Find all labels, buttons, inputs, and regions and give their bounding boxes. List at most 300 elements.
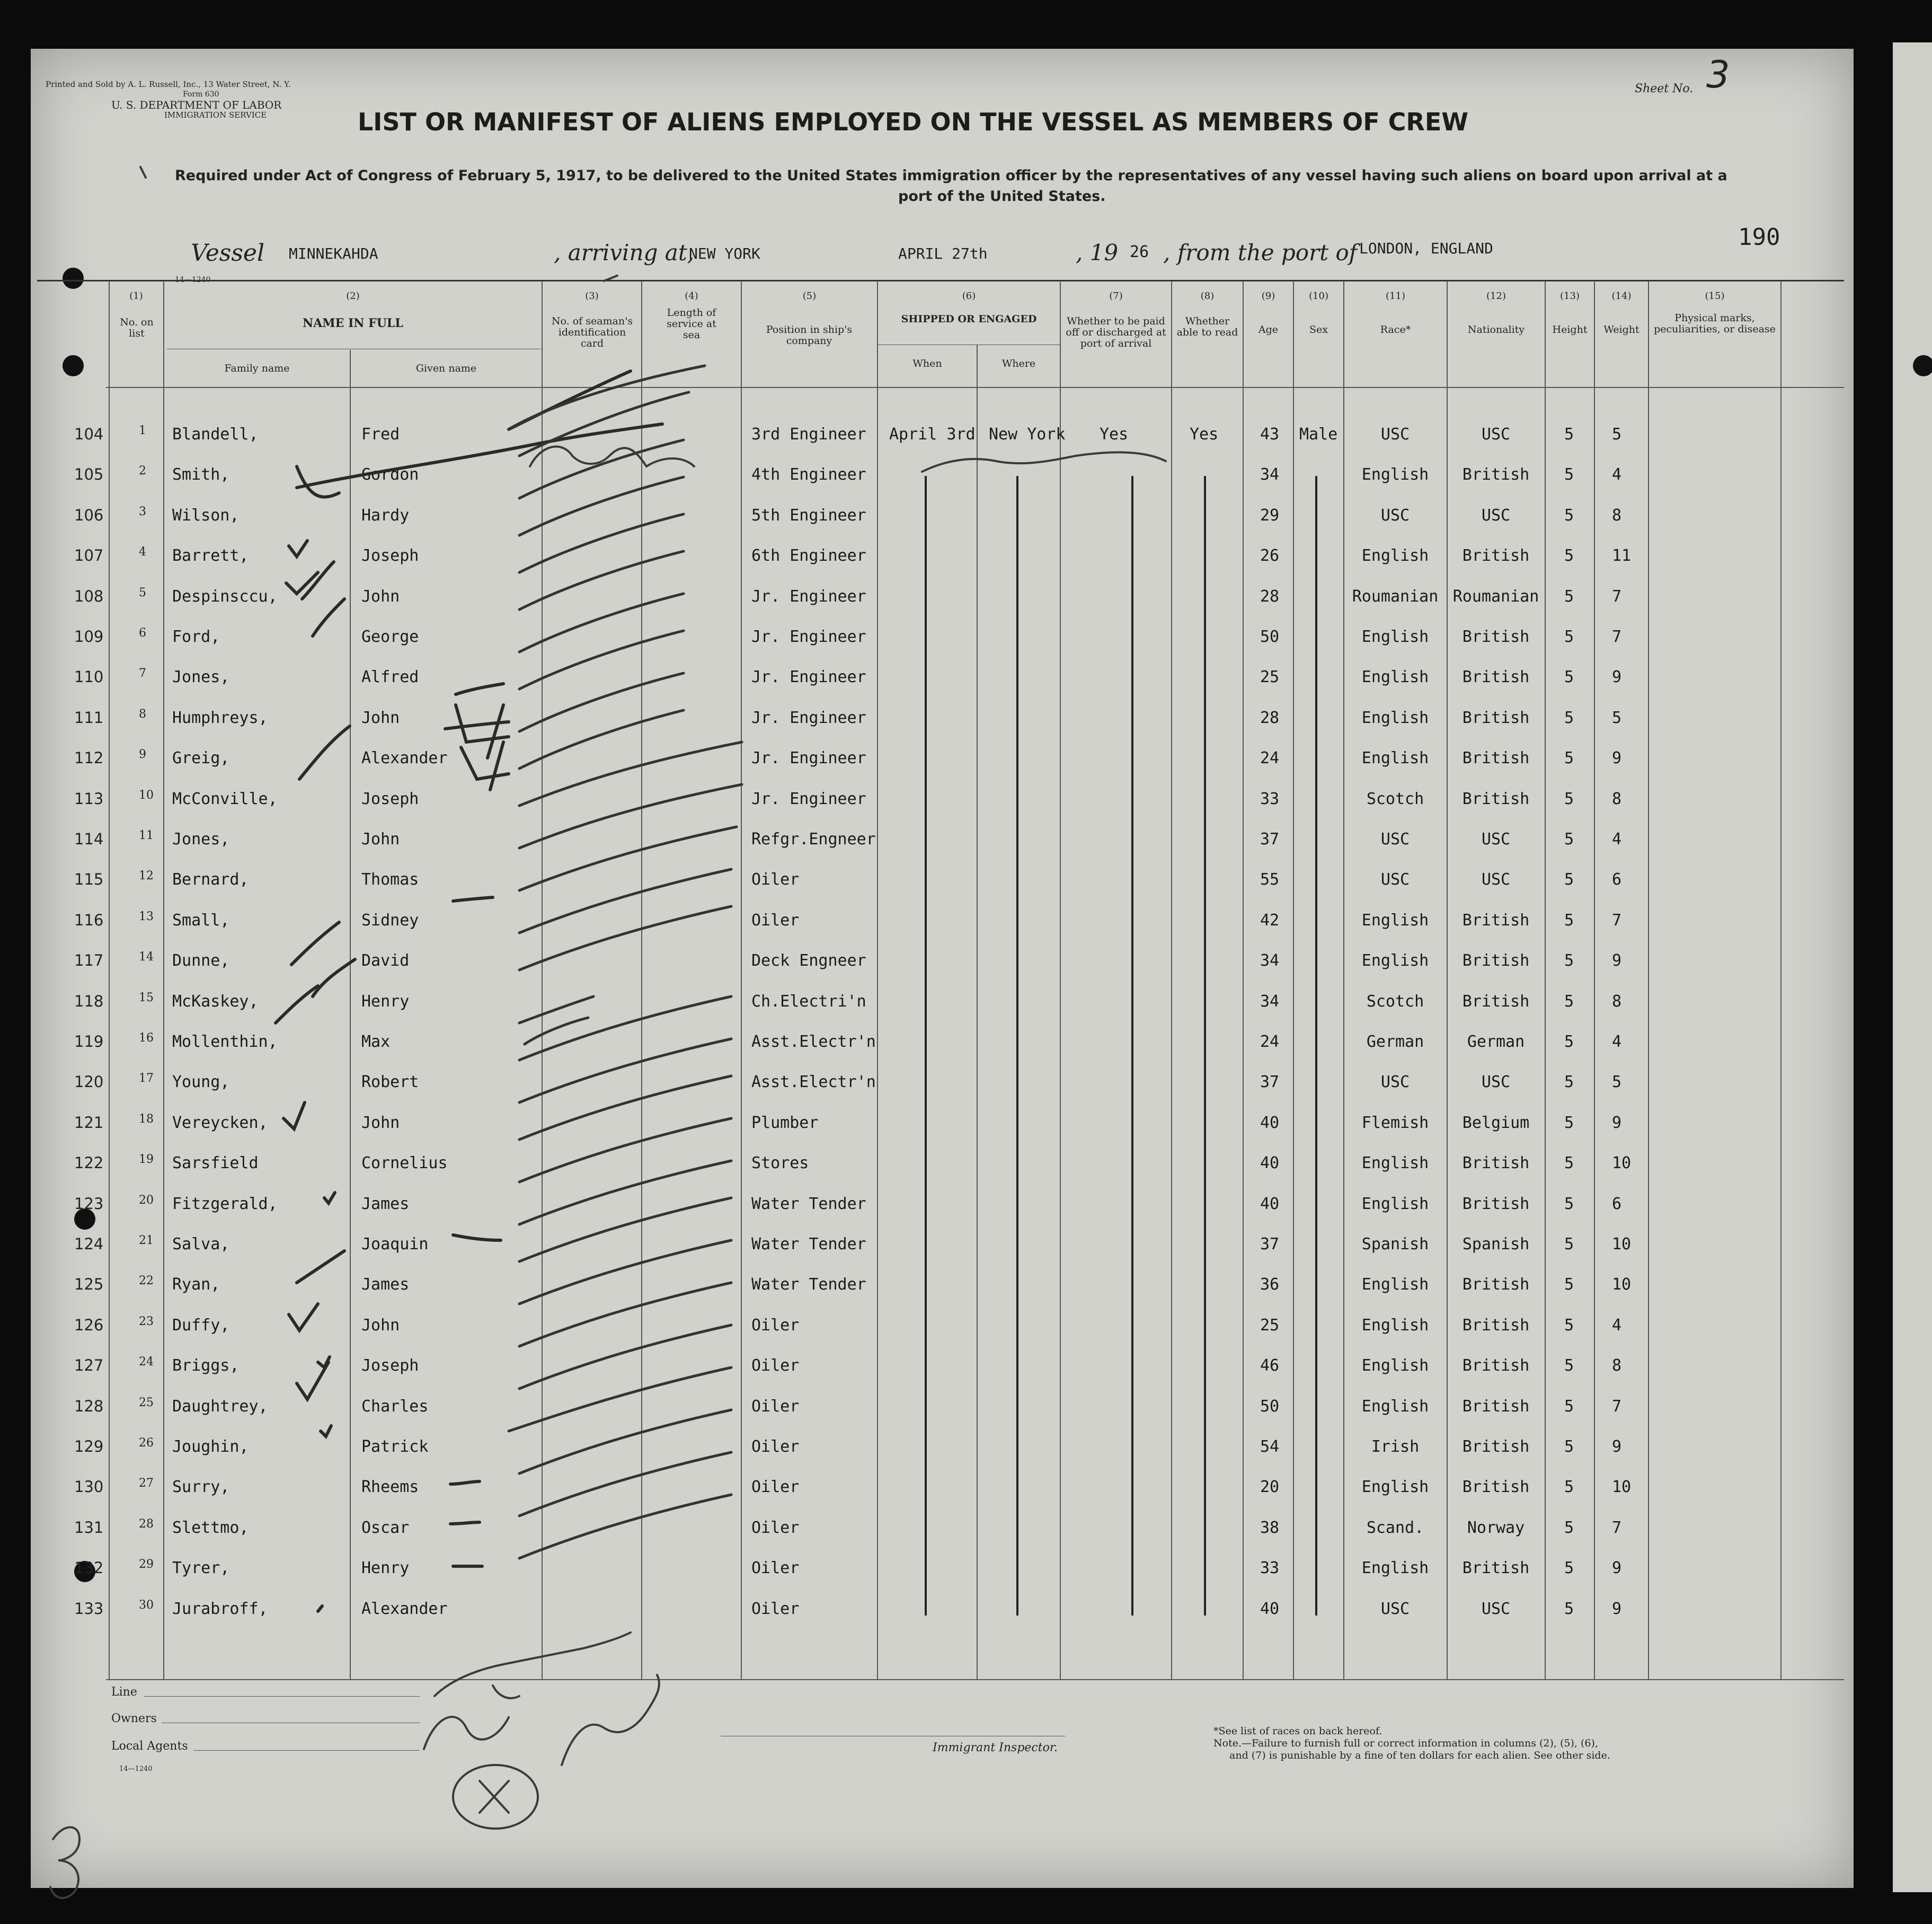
nationality-value: British <box>1462 1559 1530 1577</box>
weight-value: 9 <box>1612 1559 1622 1577</box>
nationality-value: USC <box>1481 830 1511 849</box>
nationality-value: British <box>1462 465 1530 484</box>
given-name: George <box>361 628 419 646</box>
nationality-value: British <box>1462 668 1530 686</box>
row-sequence-number: 133 <box>74 1600 104 1618</box>
race-value: Roumanian <box>1352 587 1439 606</box>
list-number: 30 <box>139 1599 154 1612</box>
weight-value: 9 <box>1612 951 1622 970</box>
list-number: 14 <box>139 950 154 964</box>
height-value: 5 <box>1564 1154 1574 1172</box>
nationality-value: British <box>1462 1275 1530 1294</box>
row-sequence-number: 111 <box>74 709 104 727</box>
race-value: English <box>1361 628 1429 646</box>
position-in-crew: Water Tender <box>751 1195 866 1213</box>
col-num-2: (2) <box>346 290 360 302</box>
row-sequence-number: 117 <box>74 951 104 969</box>
col-head-family: Family name <box>224 363 290 374</box>
page-number: 190 <box>1738 224 1780 251</box>
position-in-crew: Asst.Electr'n <box>751 1032 876 1051</box>
height-value: 5 <box>1564 709 1574 727</box>
row-sequence-number: 114 <box>74 830 104 848</box>
height-value: 5 <box>1564 911 1574 930</box>
family-name: Surry, <box>172 1478 230 1496</box>
footer-note-penalty-2: and (7) is punishable by a fine of ten dollars for each alien. See other side. <box>1229 1750 1610 1761</box>
col-num-6: (6) <box>962 290 976 302</box>
race-value: German <box>1366 1032 1424 1051</box>
position-in-crew: Oiler <box>751 1437 800 1456</box>
age-value: 55 <box>1260 870 1280 889</box>
height-value: 5 <box>1564 992 1574 1011</box>
list-number: 27 <box>139 1477 154 1490</box>
list-number: 8 <box>139 708 146 721</box>
shipped-when: April 3rd <box>889 425 976 444</box>
row-sequence-number: 113 <box>74 790 104 808</box>
footer-line-label: Line <box>111 1685 137 1699</box>
age-value: 40 <box>1260 1195 1280 1213</box>
position-in-crew: Stores <box>751 1154 809 1172</box>
col-num-11: (11) <box>1386 290 1405 302</box>
family-name: Bernard, <box>172 870 249 889</box>
nationality-value: British <box>1462 1356 1530 1375</box>
row-sequence-number: 126 <box>74 1316 104 1334</box>
race-value: English <box>1361 1275 1429 1294</box>
col-head-age: Age <box>1258 324 1279 336</box>
given-name: Henry <box>361 1559 410 1577</box>
row-sequence-number: 104 <box>74 425 104 443</box>
position-in-crew: Asst.Electr'n <box>751 1073 876 1091</box>
list-number: 9 <box>139 748 146 761</box>
list-number: 19 <box>139 1153 154 1166</box>
age-value: 36 <box>1260 1275 1280 1294</box>
document-subtitle-line2: port of the United States. <box>898 188 1106 205</box>
given-name: Thomas <box>361 870 419 889</box>
col-num-14: (14) <box>1611 290 1632 302</box>
height-value: 5 <box>1564 1316 1574 1335</box>
height-value: 5 <box>1564 1195 1574 1213</box>
given-name: John <box>361 830 400 849</box>
position-in-crew: Jr. Engineer <box>751 709 866 727</box>
age-value: 54 <box>1260 1437 1280 1456</box>
race-value: English <box>1361 1154 1429 1172</box>
nationality-value: British <box>1462 1437 1530 1456</box>
given-name: Oscar <box>361 1519 410 1537</box>
weight-value: 4 <box>1612 1316 1622 1335</box>
given-name: John <box>361 1114 400 1132</box>
race-value: USC <box>1380 425 1410 444</box>
race-value: English <box>1361 668 1429 686</box>
family-name: Mollenthin, <box>172 1032 278 1051</box>
row-sequence-number: 107 <box>74 546 104 564</box>
col-head-race: Race* <box>1380 324 1411 336</box>
family-name: Sarsfield <box>172 1154 259 1172</box>
position-in-crew: Oiler <box>751 1316 800 1335</box>
position-in-crew: Refgr.Engneer <box>751 830 876 849</box>
age-value: 33 <box>1260 790 1280 808</box>
service-name: IMMIGRATION SERVICE <box>164 110 267 120</box>
footer-owners-label: Owners <box>111 1712 157 1725</box>
list-number: 23 <box>139 1315 154 1328</box>
given-name: Rheems <box>361 1478 419 1496</box>
age-value: 25 <box>1260 1316 1280 1335</box>
weight-value: 7 <box>1612 1519 1622 1537</box>
family-name: Blandell, <box>172 425 259 444</box>
race-value: English <box>1361 749 1429 767</box>
list-number: 26 <box>139 1436 154 1450</box>
row-sequence-number: 105 <box>74 465 104 483</box>
height-value: 5 <box>1564 425 1574 444</box>
height-value: 5 <box>1564 870 1574 889</box>
age-value: 50 <box>1260 628 1280 646</box>
family-name: Slettmo, <box>172 1519 249 1537</box>
age-value: 26 <box>1260 546 1280 565</box>
nationality-value: British <box>1462 951 1530 970</box>
col-head-weight: Weight <box>1603 324 1639 336</box>
list-number: 20 <box>139 1194 154 1207</box>
family-name: Vereycken, <box>172 1114 268 1132</box>
race-value: USC <box>1380 506 1410 525</box>
age-value: 24 <box>1260 749 1280 767</box>
weight-value: 8 <box>1612 790 1622 808</box>
nationality-value: German <box>1467 1032 1525 1051</box>
given-name: Alexander <box>361 749 448 767</box>
family-name: Barrett, <box>172 546 249 565</box>
family-name: Ryan, <box>172 1275 220 1294</box>
race-value: Irish <box>1371 1437 1420 1456</box>
document-title: LIST OR MANIFEST OF ALIENS EMPLOYED ON THE VESSEL AS MEMBERS OF CREW <box>358 108 1469 136</box>
row-sequence-number: 122 <box>74 1154 104 1172</box>
position-in-crew: Oiler <box>751 870 800 889</box>
footer-note-penalty-1: Note.—Failure to furnish full or correct information in columns (2), (5), (6), <box>1213 1737 1598 1749</box>
given-name: Henry <box>361 992 410 1011</box>
age-value: 38 <box>1260 1519 1280 1537</box>
weight-value: 9 <box>1612 1114 1622 1132</box>
age-value: 40 <box>1260 1154 1280 1172</box>
list-number: 10 <box>139 789 154 802</box>
position-in-crew: 3rd Engineer <box>751 425 866 444</box>
family-name: Briggs, <box>172 1356 240 1375</box>
nationality-value: USC <box>1481 425 1511 444</box>
row-sequence-number: 118 <box>74 992 104 1010</box>
vessel-name: MINNEKAHDA <box>289 245 378 262</box>
nationality-value: Spanish <box>1462 1235 1530 1254</box>
vessel-label: Vessel <box>191 240 265 267</box>
weight-value: 9 <box>1612 749 1622 767</box>
age-value: 28 <box>1260 587 1280 606</box>
age-value: 20 <box>1260 1478 1280 1496</box>
weight-value: 10 <box>1612 1235 1632 1254</box>
age-value: 34 <box>1260 992 1280 1011</box>
footer-note-races: *See list of races on back hereof. <box>1213 1725 1382 1737</box>
weight-value: 4 <box>1612 465 1622 484</box>
row-sequence-number: 108 <box>74 587 104 605</box>
race-value: English <box>1361 1397 1429 1416</box>
year-prefix: , 19 <box>1076 240 1119 266</box>
col-head-no: No. on list <box>120 316 154 339</box>
family-name: Tyrer, <box>172 1559 230 1577</box>
nationality-value: British <box>1462 1478 1530 1496</box>
height-value: 5 <box>1564 1235 1574 1254</box>
col-head-given: Given name <box>415 363 477 374</box>
row-sequence-number: 123 <box>74 1195 104 1213</box>
family-name: Jones, <box>172 830 230 849</box>
position-in-crew: Jr. Engineer <box>751 668 866 686</box>
list-number: 12 <box>139 869 154 882</box>
race-value: Spanish <box>1361 1235 1429 1254</box>
height-value: 5 <box>1564 1600 1574 1618</box>
given-name: Max <box>361 1032 391 1051</box>
list-number: 6 <box>139 626 146 640</box>
given-name: John <box>361 587 400 606</box>
weight-value: 8 <box>1612 992 1622 1011</box>
paid-off-answer: Yes <box>1100 425 1129 444</box>
age-value: 37 <box>1260 1073 1280 1091</box>
position-in-crew: Ch.Electri'n <box>751 992 866 1011</box>
family-name: Greig, <box>172 749 230 767</box>
list-number: 1 <box>139 424 146 437</box>
race-value: USC <box>1380 870 1410 889</box>
race-value: English <box>1361 1478 1429 1496</box>
row-sequence-number: 115 <box>74 870 104 888</box>
sex-value: Male <box>1299 425 1338 444</box>
row-sequence-number: 112 <box>74 749 104 767</box>
race-value: English <box>1361 465 1429 484</box>
col-num-1: (1) <box>129 290 143 302</box>
row-sequence-number: 116 <box>74 911 104 929</box>
position-in-crew: Plumber <box>751 1114 819 1132</box>
document-subtitle-line1: Required under Act of Congress of February 5, 1917, to be delivered to the United States immigration officer by the representatives of any vessel having such aliens on board upon arrival at a <box>175 167 1727 184</box>
col-head-nationality: Nationality <box>1467 324 1525 336</box>
given-name: Alexander <box>361 1600 448 1618</box>
family-name: Jones, <box>172 668 230 686</box>
weight-value: 7 <box>1612 911 1622 930</box>
given-name: James <box>361 1195 410 1213</box>
col-num-13: (13) <box>1560 290 1580 302</box>
form-number: Form 630 <box>183 90 219 99</box>
given-name: David <box>361 951 410 970</box>
list-number: 4 <box>139 545 146 559</box>
height-value: 5 <box>1564 628 1574 646</box>
inspector-label: Immigrant Inspector. <box>933 1741 1058 1754</box>
given-name: Joseph <box>361 790 419 808</box>
list-number: 28 <box>139 1517 154 1531</box>
age-value: 34 <box>1260 465 1280 484</box>
height-value: 5 <box>1564 1519 1574 1537</box>
position-in-crew: Oiler <box>751 911 800 930</box>
col-num-5: (5) <box>802 290 817 302</box>
race-value: English <box>1361 951 1429 970</box>
given-name: Cornelius <box>361 1154 448 1172</box>
list-number: 21 <box>139 1234 154 1247</box>
weight-value: 5 <box>1612 709 1622 727</box>
list-number: 13 <box>139 910 154 923</box>
family-name: Ford, <box>172 628 220 646</box>
row-sequence-number: 109 <box>74 628 104 646</box>
sheet-number: 3 <box>1706 53 1730 96</box>
weight-value: 10 <box>1612 1478 1632 1496</box>
race-value: Flemish <box>1361 1114 1429 1132</box>
weight-value: 7 <box>1612 587 1622 606</box>
position-in-crew: Oiler <box>751 1519 800 1537</box>
list-number: 15 <box>139 991 154 1004</box>
nationality-value: British <box>1462 1397 1530 1416</box>
weight-value: 6 <box>1612 1195 1622 1213</box>
weight-value: 7 <box>1612 628 1622 646</box>
nationality-value: British <box>1462 546 1530 565</box>
given-name: Joaquin <box>361 1235 429 1254</box>
list-number: 18 <box>139 1113 154 1126</box>
age-value: 43 <box>1260 425 1280 444</box>
position-in-crew: 5th Engineer <box>751 506 866 525</box>
weight-value: 8 <box>1612 506 1622 525</box>
row-sequence-number: 128 <box>74 1397 104 1415</box>
family-name: Dunne, <box>172 951 230 970</box>
family-name: Young, <box>172 1073 230 1091</box>
nationality-value: Norway <box>1467 1519 1525 1537</box>
row-sequence-number: 131 <box>74 1519 104 1537</box>
departure-port: LONDON, ENGLAND <box>1359 240 1493 257</box>
position-in-crew: Jr. Engineer <box>751 628 866 646</box>
row-sequence-number: 125 <box>74 1275 104 1293</box>
list-number: 3 <box>139 505 146 518</box>
weight-value: 10 <box>1612 1275 1632 1294</box>
col-head-physical-marks: Physical marks, peculiarities, or disease <box>1654 312 1776 335</box>
weight-value: 4 <box>1612 830 1622 849</box>
height-value: 5 <box>1564 1073 1574 1091</box>
footer-agents-rule <box>193 1750 420 1751</box>
col-head-read: Whether able to read <box>1176 315 1238 338</box>
col-num-4: (4) <box>685 290 698 302</box>
race-value: USC <box>1380 1073 1410 1091</box>
height-value: 5 <box>1564 587 1574 606</box>
nationality-value: Roumanian <box>1452 587 1539 606</box>
age-value: 25 <box>1260 668 1280 686</box>
height-value: 5 <box>1564 1559 1574 1577</box>
family-name: Despinsccu, <box>172 587 278 606</box>
row-sequence-number: 130 <box>74 1478 104 1496</box>
given-name: Patrick <box>361 1437 429 1456</box>
col-head-name: NAME IN FULL <box>303 316 403 330</box>
list-number: 25 <box>139 1396 154 1409</box>
position-in-crew: Oiler <box>751 1397 800 1416</box>
race-value: USC <box>1380 830 1410 849</box>
given-name: Joseph <box>361 546 419 565</box>
age-value: 24 <box>1260 1032 1280 1051</box>
race-value: English <box>1361 709 1429 727</box>
footer-form-code: 14—1240 <box>119 1765 153 1773</box>
col-head-service: Length of service at sea <box>667 307 716 341</box>
nationality-value: USC <box>1481 1073 1511 1091</box>
list-number: 5 <box>139 586 146 599</box>
weight-value: 9 <box>1612 1437 1622 1456</box>
position-in-crew: Deck Engneer <box>751 951 866 970</box>
row-sequence-number: 127 <box>74 1356 104 1374</box>
row-sequence-number: 132 <box>74 1559 104 1577</box>
row-sequence-number: 106 <box>74 506 104 524</box>
nationality-value: British <box>1462 911 1530 930</box>
sheet-label: Sheet No. <box>1635 82 1694 95</box>
height-value: 5 <box>1564 951 1574 970</box>
height-value: 5 <box>1564 830 1574 849</box>
age-value: 37 <box>1260 830 1280 849</box>
height-value: 5 <box>1564 1275 1574 1294</box>
department-name: U. S. DEPARTMENT OF LABOR <box>111 99 282 111</box>
family-name: Humphreys, <box>172 709 268 727</box>
arriving-label: , arriving at, <box>554 240 695 266</box>
race-value: English <box>1361 1356 1429 1375</box>
position-in-crew: Oiler <box>751 1559 800 1577</box>
weight-value: 10 <box>1612 1154 1632 1172</box>
nationality-value: British <box>1462 628 1530 646</box>
family-name: McKaskey, <box>172 992 259 1011</box>
arrival-year: 26 <box>1130 243 1149 261</box>
weight-value: 4 <box>1612 1032 1622 1051</box>
race-value: Scotch <box>1366 790 1424 808</box>
position-in-crew: Jr. Engineer <box>751 587 866 606</box>
weight-value: 8 <box>1612 1356 1622 1375</box>
nationality-value: British <box>1462 1154 1530 1172</box>
position-in-crew: Oiler <box>751 1600 800 1618</box>
row-sequence-number: 121 <box>74 1114 104 1132</box>
row-sequence-number: 120 <box>74 1073 104 1091</box>
height-value: 5 <box>1564 1478 1574 1496</box>
row-sequence-number: 124 <box>74 1235 104 1253</box>
family-name: McConville, <box>172 790 278 808</box>
col-head-height: Height <box>1552 324 1588 336</box>
position-in-crew: Water Tender <box>751 1235 866 1254</box>
arrival-port: NEW YORK <box>689 245 760 262</box>
family-name: Joughin, <box>172 1437 249 1456</box>
nationality-value: USC <box>1481 1600 1511 1618</box>
nationality-value: British <box>1462 992 1530 1011</box>
family-name: Smith, <box>172 465 230 484</box>
col-num-9: (9) <box>1261 290 1275 302</box>
nationality-value: British <box>1462 709 1530 727</box>
race-value: English <box>1361 546 1429 565</box>
family-name: Daughtrey, <box>172 1397 268 1416</box>
given-name: Hardy <box>361 506 410 525</box>
row-sequence-number: 110 <box>74 668 104 686</box>
nationality-value: USC <box>1481 506 1511 525</box>
given-name: John <box>361 709 400 727</box>
race-value: USC <box>1380 1600 1410 1618</box>
given-name: Fred <box>361 425 400 444</box>
age-value: 33 <box>1260 1559 1280 1577</box>
list-number: 22 <box>139 1274 154 1287</box>
list-number: 24 <box>139 1355 154 1369</box>
family-name: Small, <box>172 911 230 930</box>
from-port-label: , from the port of <box>1163 240 1358 266</box>
nationality-value: USC <box>1481 870 1511 889</box>
height-value: 5 <box>1564 546 1574 565</box>
weight-value: 9 <box>1612 1600 1622 1618</box>
race-value: English <box>1361 1316 1429 1335</box>
row-sequence-number: 119 <box>74 1032 104 1051</box>
given-name: Alfred <box>361 668 419 686</box>
col-head-sex: Sex <box>1309 324 1328 336</box>
height-value: 5 <box>1564 1437 1574 1456</box>
age-value: 50 <box>1260 1397 1280 1416</box>
given-name: Robert <box>361 1073 419 1091</box>
col-head-where: Where <box>1002 358 1036 369</box>
given-name: Charles <box>361 1397 429 1416</box>
position-in-crew: 4th Engineer <box>751 465 866 484</box>
height-value: 5 <box>1564 1397 1574 1416</box>
position-in-crew: Oiler <box>751 1478 800 1496</box>
height-value: 5 <box>1564 506 1574 525</box>
col-num-3: (3) <box>585 290 599 302</box>
position-in-crew: Oiler <box>751 1356 800 1375</box>
